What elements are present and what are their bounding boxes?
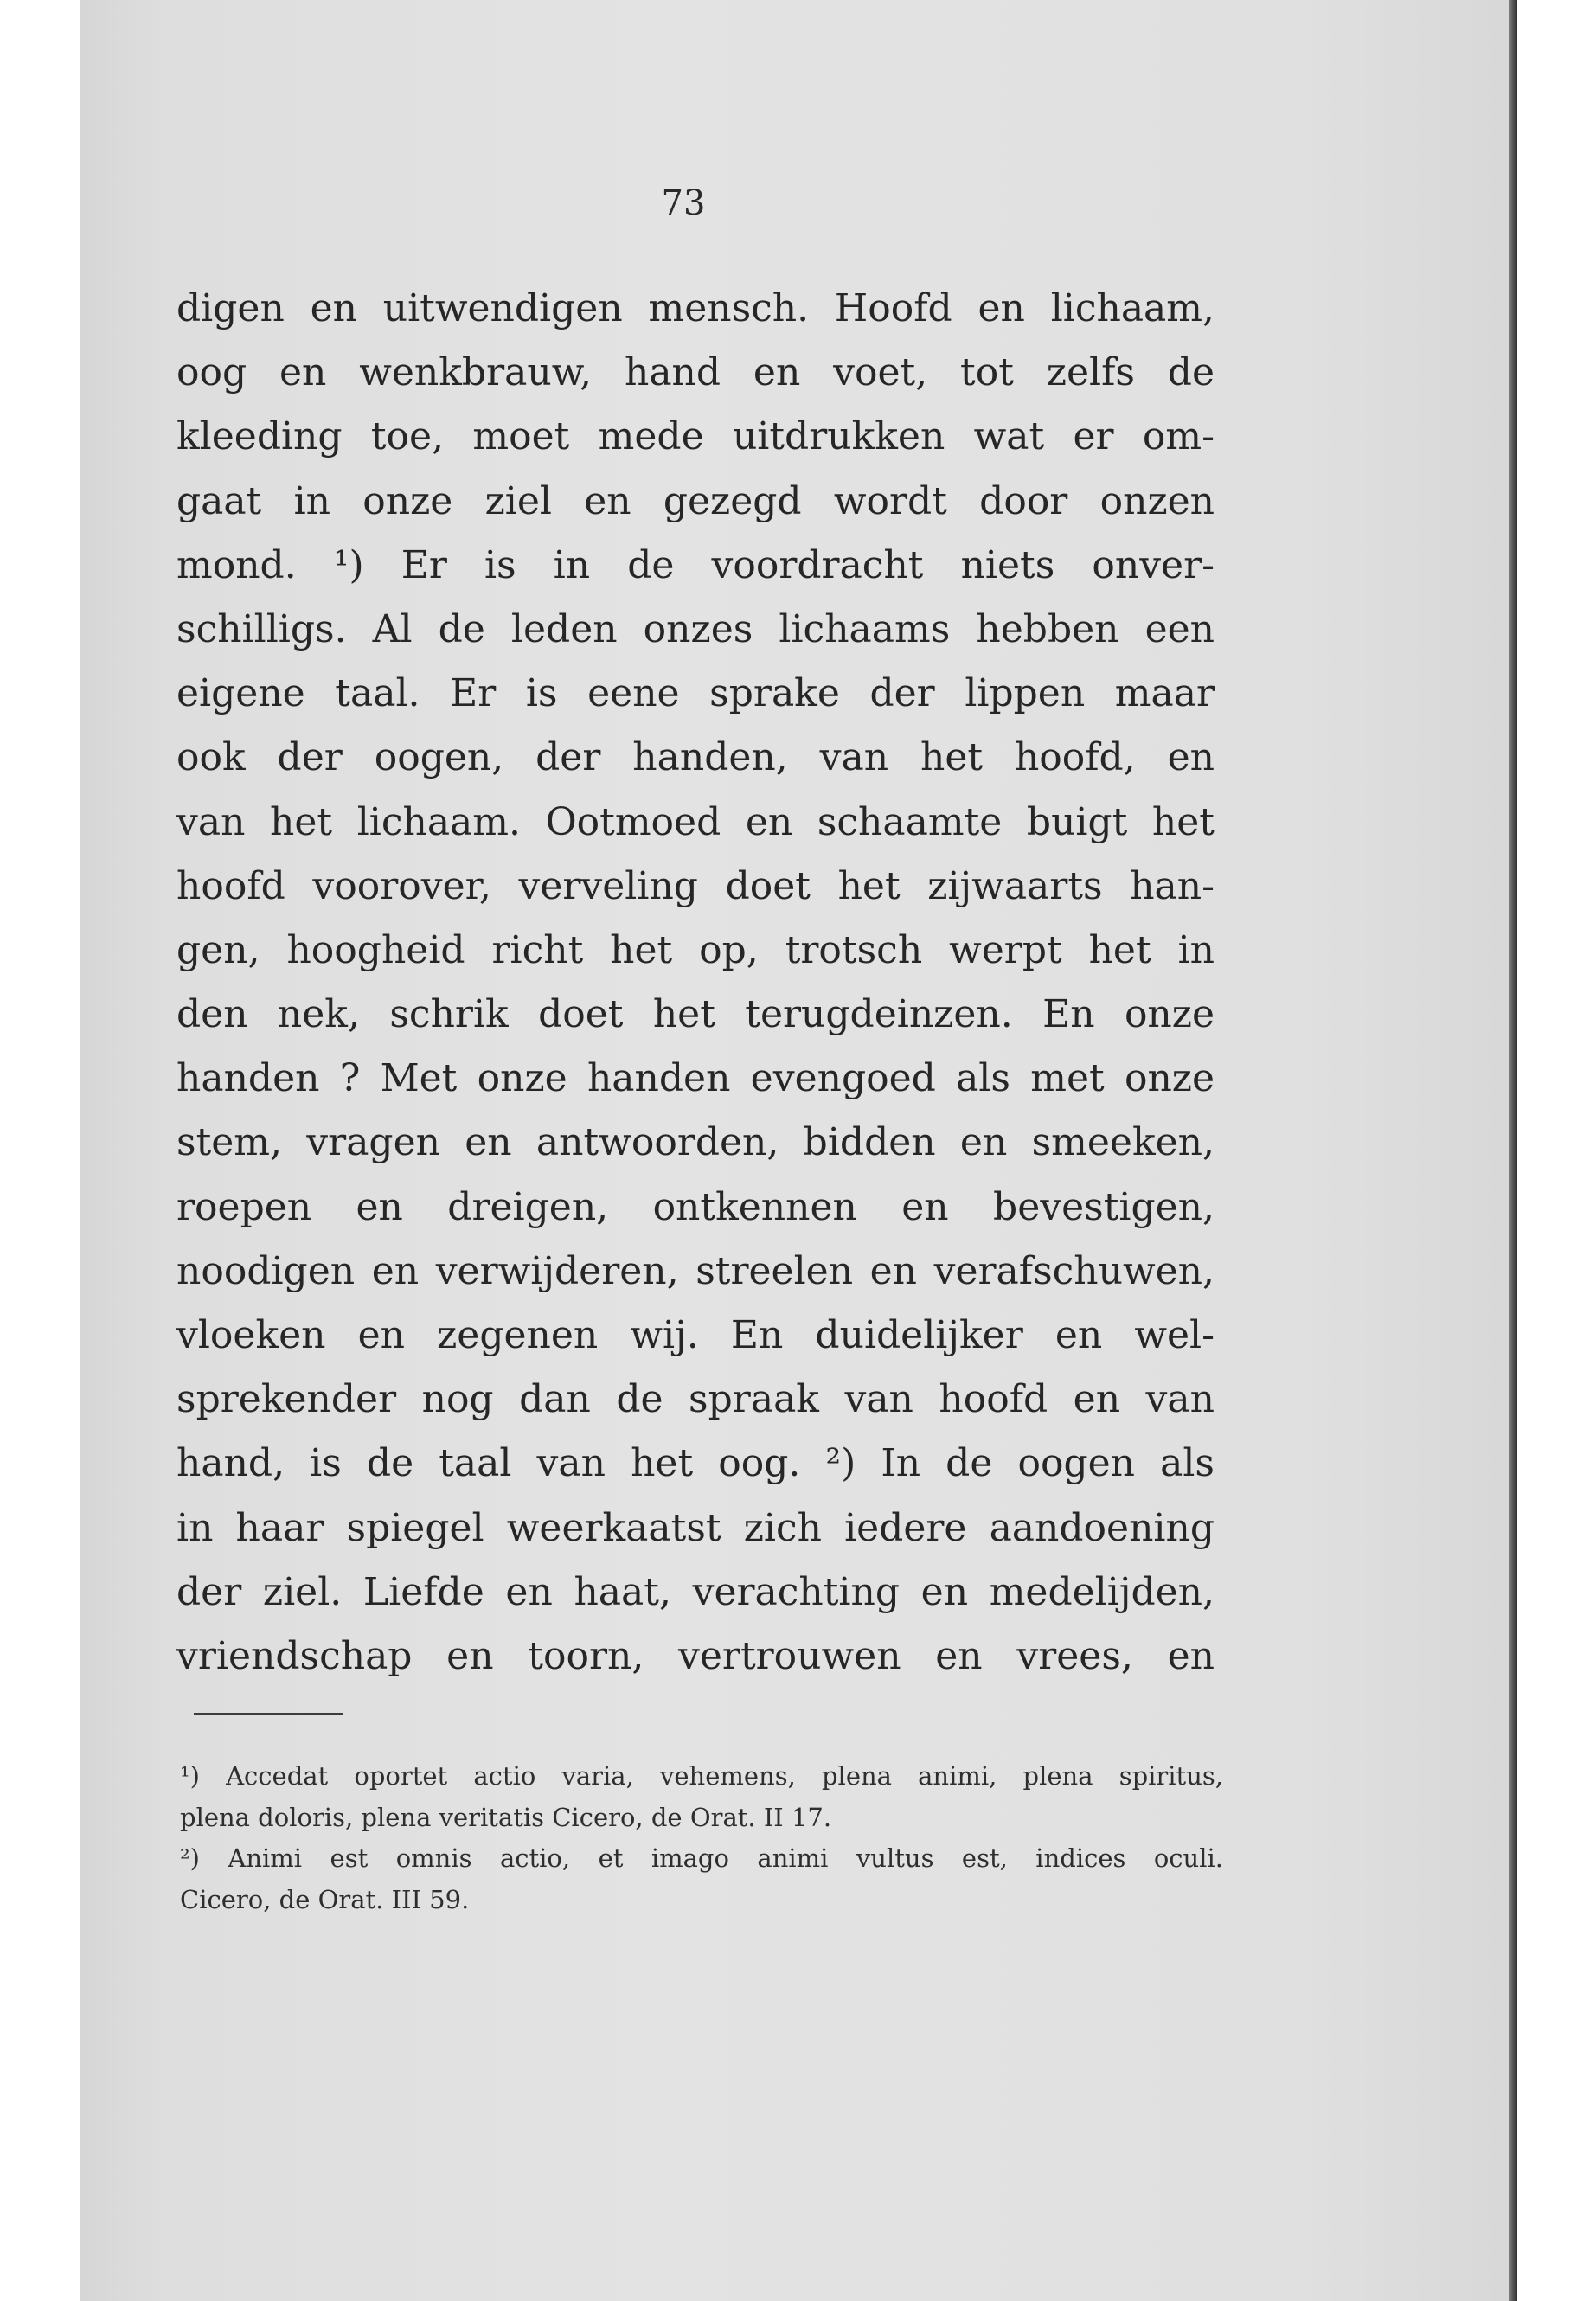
body-line: oog en wenkbrauw, hand en voet, tot zelfs de bbox=[176, 350, 1215, 395]
body-line: sprekender nog dan de spraak van hoofd en van bbox=[176, 1377, 1215, 1422]
footnote-line: plena doloris, plena veritatis Cicero, de Orat. II 17. bbox=[180, 1802, 832, 1832]
body-line: vloeken en zegenen wij. En duidelijker en wel- bbox=[176, 1313, 1215, 1357]
body-line: kleeding toe, moet mede uitdrukken wat er om- bbox=[176, 414, 1215, 459]
footnote-line: Cicero, de Orat. III 59. bbox=[180, 1884, 470, 1914]
body-line: van het lichaam. Ootmoed en schaamte buigt het bbox=[176, 799, 1215, 844]
body-line: gaat in onze ziel en gezegd wordt door onzen bbox=[176, 478, 1215, 523]
body-line: hoofd voorover, verveling doet het zijwaarts han- bbox=[176, 863, 1215, 908]
body-line: der ziel. Liefde en haat, verachting en medelijden, bbox=[176, 1569, 1215, 1614]
body-line: schilligs. Al de leden onzes lichaams hebben een bbox=[176, 606, 1215, 651]
body-line: eigene taal. Er is eene sprake der lippen maar bbox=[176, 671, 1215, 716]
page-number-text: 73 bbox=[661, 183, 706, 223]
footnote-line: ¹) Accedat oportet actio varia, vehemens, plena animi, plena spiritus, bbox=[180, 1761, 1223, 1791]
footnote-line: ²) Animi est omnis actio, et imago animi vultus est, indices oculi. bbox=[180, 1843, 1223, 1873]
body-line: den nek, schrik doet het terugdeinzen. En onze bbox=[176, 992, 1215, 1037]
page-edge-shadow bbox=[1509, 0, 1517, 2301]
body-line: hand, is de taal van het oog. ²) In de oogen als bbox=[176, 1441, 1215, 1486]
body-line: stem, vragen en antwoorden, bidden en smeeken, bbox=[176, 1120, 1215, 1165]
body-line: mond. ¹) Er is in de voordracht niets onver- bbox=[176, 542, 1215, 587]
body-line: ook der oogen, der handen, van het hoofd, en bbox=[176, 735, 1215, 780]
body-line: noodigen en verwijderen, streelen en verafschuwen, bbox=[176, 1248, 1215, 1293]
body-line: roepen en dreigen, ontkennen en bevestigen, bbox=[176, 1184, 1215, 1229]
body-text bbox=[176, 277, 1215, 1689]
body-line: handen ? Met onze handen evengoed als met onze bbox=[176, 1056, 1215, 1101]
page-number bbox=[0, 183, 1367, 223]
body-line: gen, hoogheid richt het op, trotsch werpt het in bbox=[176, 927, 1215, 972]
footnote-separator bbox=[194, 1713, 343, 1715]
body-line: vriendschap en toorn, vertrouwen en vrees, en bbox=[176, 1633, 1215, 1678]
body-line: digen en uitwendigen mensch. Hoofd en lichaam, bbox=[176, 286, 1215, 330]
body-line: in haar spiegel weerkaatst zich iedere aandoening bbox=[176, 1505, 1215, 1550]
footnotes bbox=[180, 1756, 1223, 1920]
page-margin-right bbox=[1517, 0, 1596, 2301]
